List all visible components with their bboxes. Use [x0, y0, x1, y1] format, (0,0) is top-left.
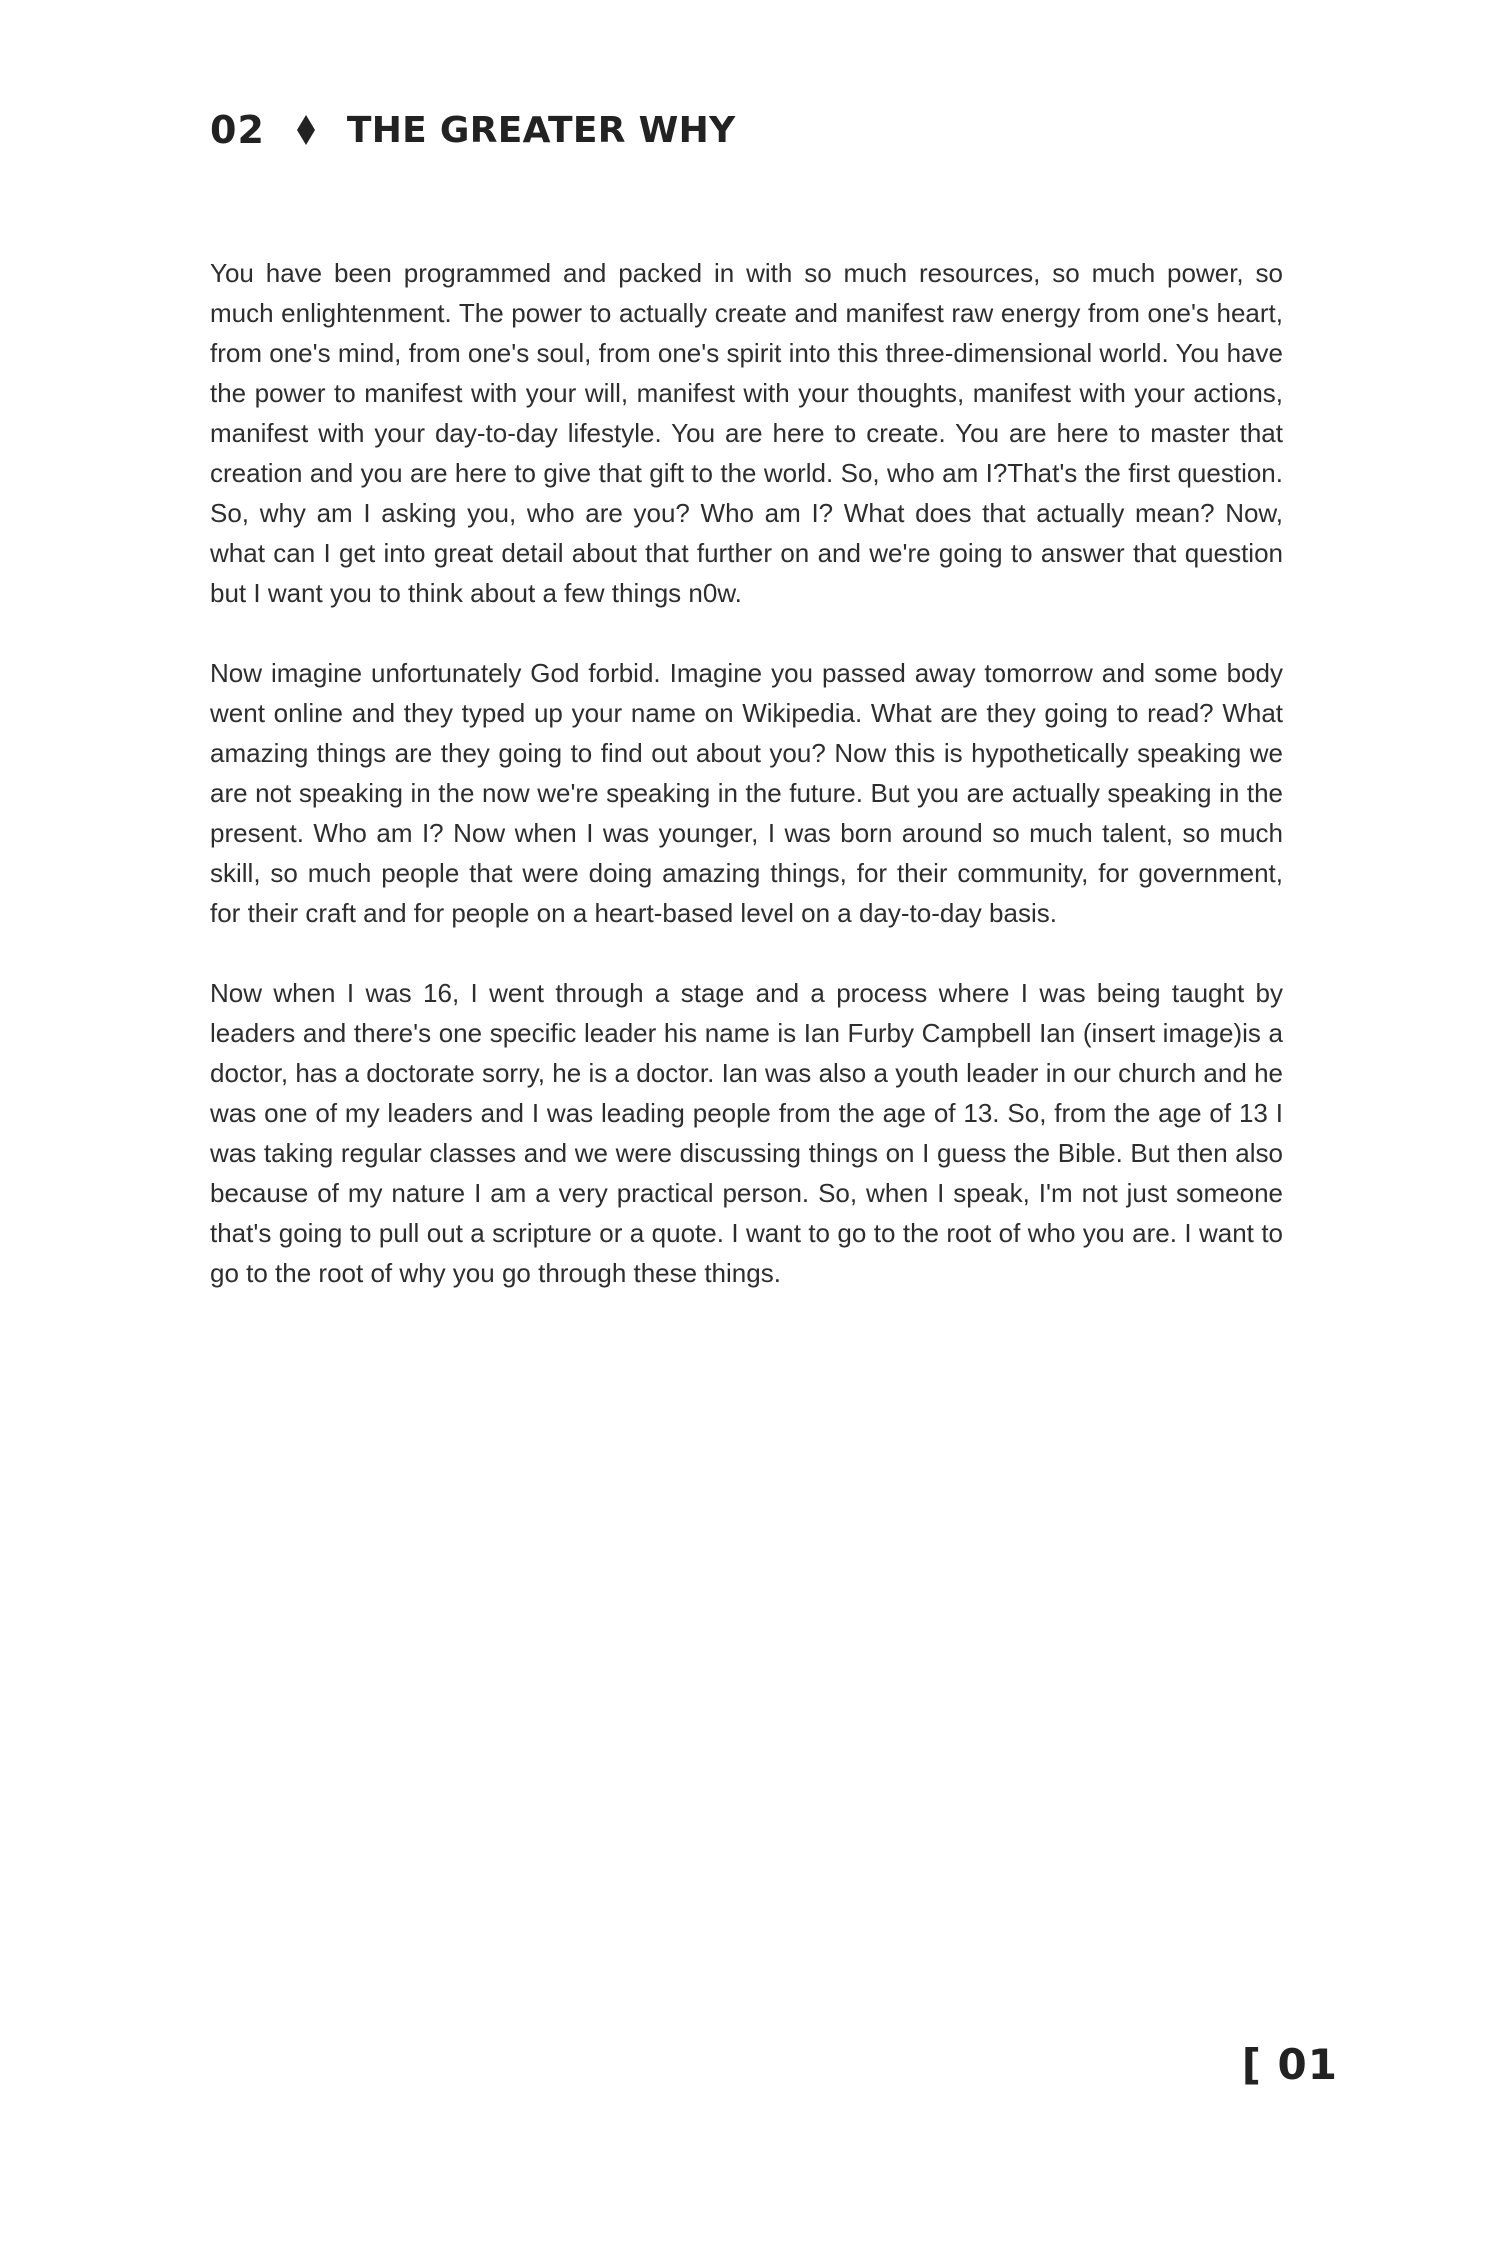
body-paragraph-1: You have been programmed and packed in with so much resources, so much power, so much enlightenment. The power to actually create and manifest raw energy from one's heart, from one's mind, from one's soul, from one's spirit into this three-dimensional world. You have the power to manifest with your will, manifest with your thoughts, manifest with your actions, manifest with your day-to-day lifestyle. You are here to create. You are here to master that creation and you are here to give that gift to the world. So, who am I?That's the first question. So, why am I asking you, who are you? Who am I? What does that actually mean? Now, what can I get into great detail about that further on and we're going to answer that question but I want you to think about a few things n0w. [210, 258, 1283, 608]
body-paragraph-2: Now imagine unfortunately God forbid. Imagine you passed away tomorrow and some body went online and they typed up your name on Wikipedia. What are they going to read? What amazing things are they going to find out about you? Now this is hypothetically speaking we are not speaking in the now we're speaking in the future. But you are actually speaking in the present. Who am I? Now when I was younger, I was born around so much talent, so much skill, so much people that were doing amazing things, for their community, for government, for their craft and for people on a heart-based level on a day-to-day basis. [210, 658, 1283, 928]
chapter-title: THE GREATER WHY [346, 109, 736, 151]
page-number: [ 01 [1241, 2040, 1338, 2089]
diamond-icon [297, 115, 315, 145]
body-paragraph-3: Now when I was 16, I went through a stage and a process where I was being taught by leaders and there's one specific leader his name is Ian Furby Campbell Ian (insert image)is a doctor, has a doctorate sorry, he is a doctor. Ian was also a youth leader in our church and he was one of my leaders and I was leading people from the age of 13. So, from the age of 13 I was taking regular classes and we were discussing things on I guess the Bible. But then also because of my nature I am a very practical person. So, when I speak, I'm not just someone that's going to pull out a scripture or a quote. I want to go to the root of who you are. I want to go to the root of why you go through these things. [210, 978, 1283, 1288]
chapter-body [210, 253, 1283, 1333]
chapter-header [210, 100, 735, 160]
chapter-number: 02 [210, 108, 265, 152]
